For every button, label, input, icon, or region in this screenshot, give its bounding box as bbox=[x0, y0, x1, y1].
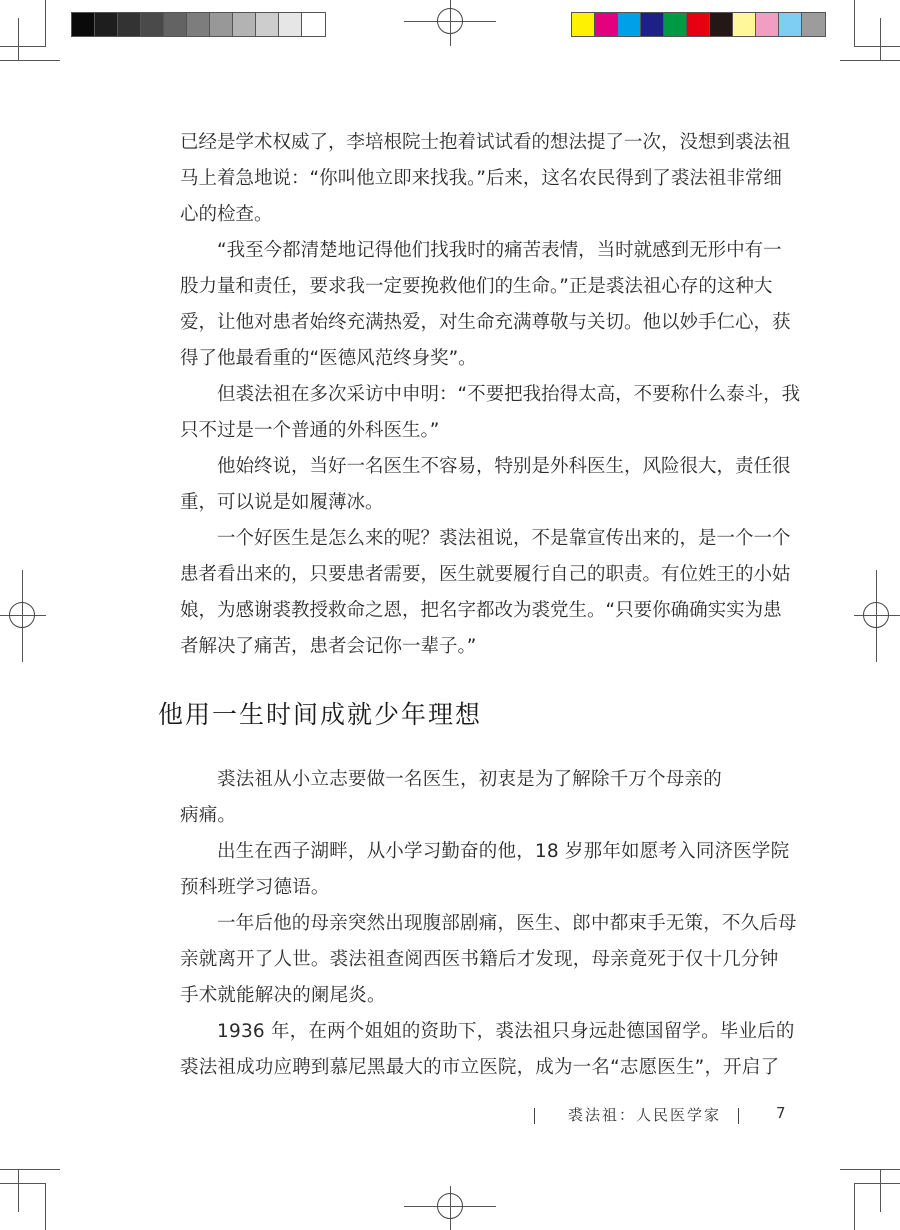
text-line: 者解决了痛苦，患者会记你一辈子。” bbox=[180, 636, 477, 657]
color-swatch bbox=[595, 13, 618, 36]
gray-swatch bbox=[279, 13, 302, 36]
paragraph bbox=[180, 1014, 795, 1086]
text-line: 但裘法祖在多次采访中申明：“不要把我抬得太高，不要称什么泰斗，我 bbox=[217, 384, 801, 405]
color-swatch bbox=[710, 13, 733, 36]
gray-swatch bbox=[302, 13, 325, 36]
color-swatch bbox=[618, 13, 641, 36]
gray-swatch bbox=[256, 13, 279, 36]
section-heading: 他用一生时间成就少年理想 bbox=[158, 700, 483, 729]
text-line: 出生在西子湖畔，从小学习勤奋的他，18 岁那年如愿考入同济医学院 bbox=[217, 841, 790, 862]
gray-swatch bbox=[210, 13, 233, 36]
color-swatch bbox=[687, 13, 710, 36]
gray-swatch bbox=[164, 13, 187, 36]
paragraph bbox=[180, 834, 790, 906]
text-line: 手术就能解决的阑尾炎。 bbox=[180, 985, 386, 1006]
color-calibration-bar bbox=[571, 12, 826, 37]
text-line: 病痛。 bbox=[180, 805, 237, 826]
color-swatch bbox=[779, 13, 802, 36]
text-line: 马上着急地说：“你叫他立即来找我。”后来，这名农民得到了裘法祖非常细 bbox=[180, 168, 782, 189]
gray-swatch bbox=[118, 13, 141, 36]
color-swatch bbox=[641, 13, 664, 36]
text-line: 患者看出来的，只要患者需要，医生就要履行自己的职责。有位姓王的小姑 bbox=[180, 564, 791, 585]
paragraph bbox=[180, 762, 770, 834]
text-line: 预科班学习德语。 bbox=[180, 877, 330, 898]
gray-swatch bbox=[95, 13, 118, 36]
paragraph bbox=[180, 377, 801, 449]
paragraph bbox=[180, 125, 791, 233]
color-swatch bbox=[733, 13, 756, 36]
text-line: 重，可以说是如履薄冰。 bbox=[180, 492, 384, 513]
gray-swatch bbox=[187, 13, 210, 36]
page-footer bbox=[520, 1104, 790, 1128]
paragraph bbox=[180, 233, 791, 377]
gray-swatch bbox=[233, 13, 256, 36]
color-swatch bbox=[756, 13, 779, 36]
text-line: 一年后他的母亲突然出现腹部剧痛，医生、郎中都束手无策，不久后母 bbox=[217, 913, 797, 934]
text-line: 已经是学术权威了，李培根院士抱着试试看的想法提了一次，没想到裘法祖 bbox=[180, 132, 791, 153]
text-line: 一个好医生是怎么来的呢？裘法祖说，不是靠宣传出来的，是一个一个 bbox=[217, 528, 791, 549]
text-line: 得了他最看重的“医德风范终身奖”。 bbox=[180, 348, 477, 369]
gray-swatch bbox=[141, 13, 164, 36]
paragraph bbox=[180, 521, 791, 665]
body-text-section-a bbox=[180, 125, 801, 665]
text-line: “我至今都清楚地记得他们找我时的痛苦表情，当时就感到无形中有一 bbox=[217, 240, 782, 261]
text-line: 股力量和责任，要求我一定要挽救他们的生命。”正是裘法祖心存的这种大 bbox=[180, 276, 773, 297]
text-line: 他始终说，当好一名医生不容易，特别是外科医生，风险很大，责任很 bbox=[217, 456, 791, 477]
text-line: 心的检查。 bbox=[180, 204, 273, 225]
paragraph bbox=[180, 449, 791, 521]
page-number: 7 bbox=[776, 1104, 786, 1122]
text-line: 裘法祖从小立志要做一名医生，初衷是为了解除千万个母亲的 bbox=[217, 769, 722, 790]
color-swatch bbox=[664, 13, 687, 36]
color-swatch bbox=[802, 13, 825, 36]
text-line: 1936 年，在两个姐姐的资助下，裘法祖只身远赴德国留学。毕业后的 bbox=[217, 1021, 795, 1042]
text-line: 只不过是一个普通的外科医生。” bbox=[180, 420, 440, 441]
text-line: 爱，让他对患者始终充满热爱，对生命充满尊敬与关切。他以妙手仁心，获 bbox=[180, 312, 791, 333]
text-line: 亲就离开了人世。裘法祖查阅西医书籍后才发现，母亲竟死于仅十几分钟 bbox=[180, 949, 779, 970]
text-line: 娘，为感谢裘教授救命之恩，把名字都改为裘党生。“只要你确确实实为患 bbox=[180, 600, 782, 621]
gray-swatch bbox=[72, 13, 95, 36]
color-swatch bbox=[572, 13, 595, 36]
paragraph bbox=[180, 906, 797, 1014]
footer-separator-right bbox=[738, 1108, 739, 1124]
body-text-section-b bbox=[180, 762, 797, 1086]
footer-book-title: 裘法祖：人民医学家 bbox=[568, 1106, 722, 1124]
gray-calibration-bar bbox=[71, 12, 326, 37]
text-line: 裘法祖成功应聘到慕尼黑最大的市立医院，成为一名“志愿医生”，开启了 bbox=[180, 1057, 780, 1078]
footer-separator-left bbox=[534, 1108, 535, 1124]
